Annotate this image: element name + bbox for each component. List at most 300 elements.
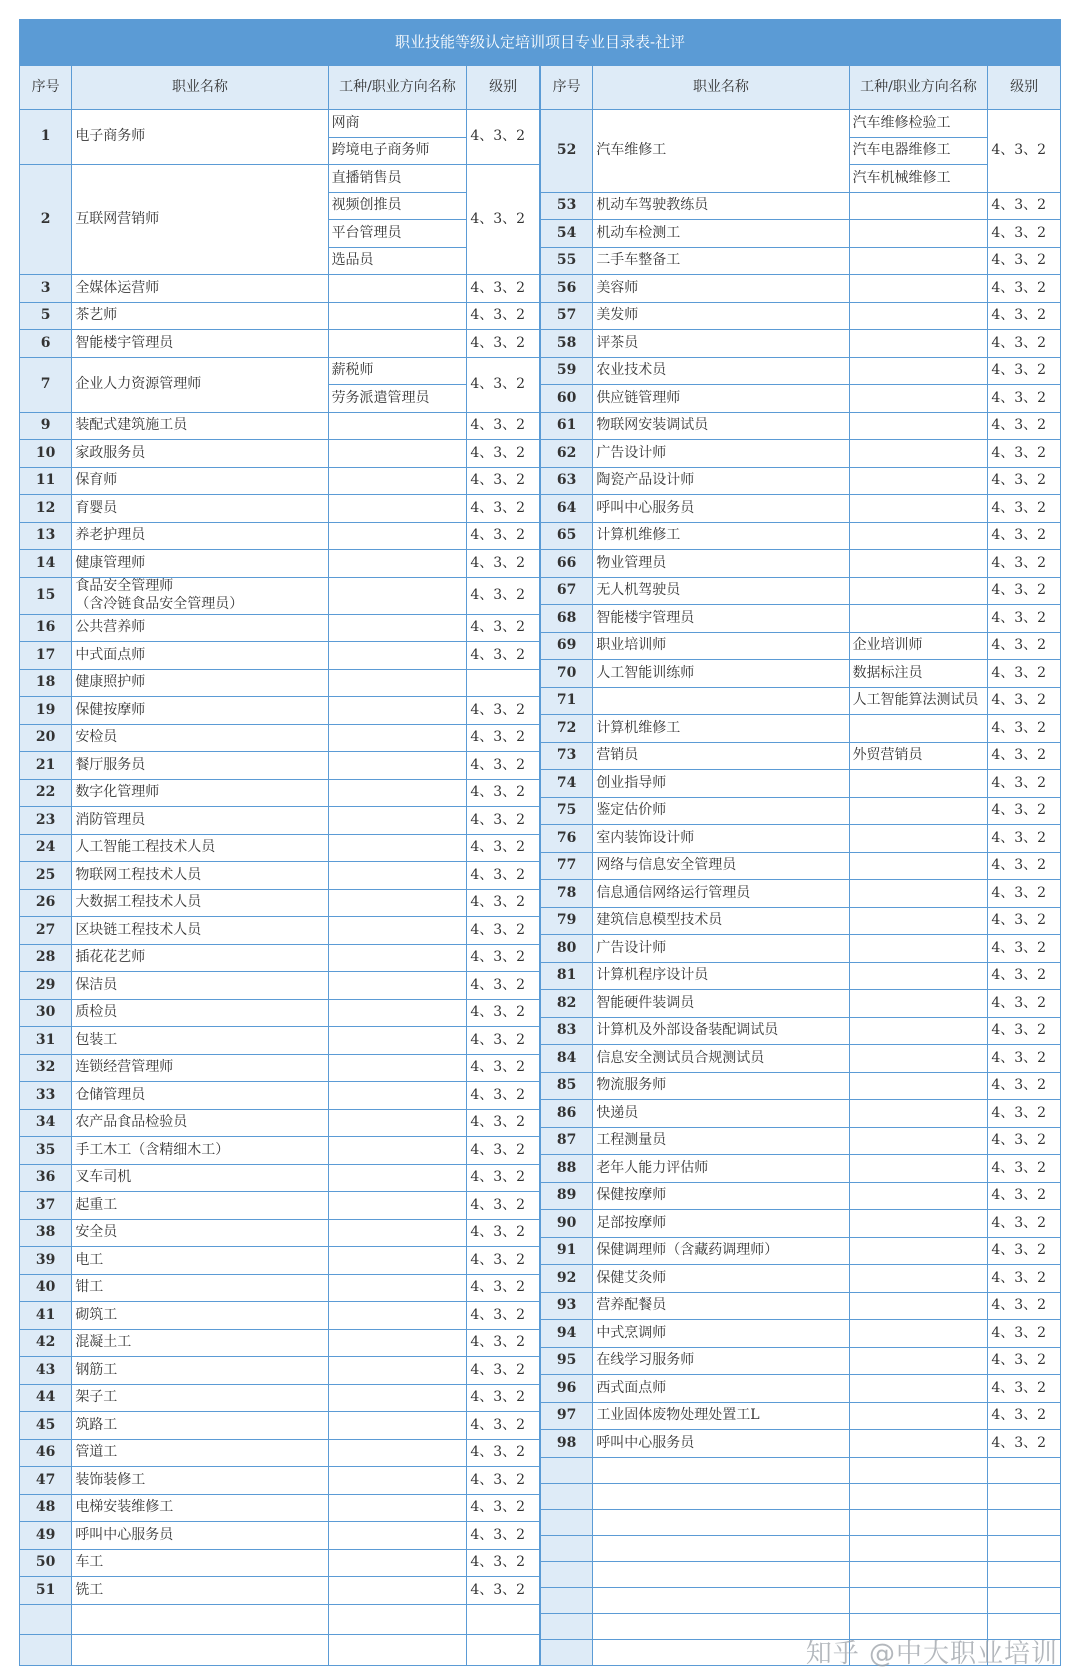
occupation-name: 在线学习服务师 xyxy=(593,1347,849,1375)
table-row xyxy=(541,1375,1061,1403)
table-row xyxy=(541,522,1061,550)
row-index: 70 xyxy=(541,660,593,688)
level: 4、3、2 xyxy=(988,742,1061,770)
table-row xyxy=(541,1017,1061,1045)
row-index: 57 xyxy=(541,302,593,330)
table-row xyxy=(20,972,540,1000)
occupation-name: 呼叫中心服务员 xyxy=(593,495,849,523)
level: 4、3、2 xyxy=(467,1274,540,1302)
table-row xyxy=(541,357,1061,385)
row-index: 15 xyxy=(20,577,72,614)
row-index xyxy=(20,1635,72,1666)
row-index: 23 xyxy=(20,807,72,835)
occupation-name: 室内装饰设计师 xyxy=(593,825,849,853)
table-row xyxy=(20,1577,540,1605)
work-type xyxy=(328,522,467,550)
row-index: 73 xyxy=(541,742,593,770)
table-row xyxy=(541,1292,1061,1320)
row-index xyxy=(541,1457,593,1483)
table-row xyxy=(20,1439,540,1467)
row-index: 85 xyxy=(541,1072,593,1100)
work-type xyxy=(849,1155,988,1183)
occupation-name: 装饰装修工 xyxy=(72,1467,328,1495)
level: 4、3、2 xyxy=(467,577,540,614)
header-index: 序号 xyxy=(20,66,72,110)
row-index: 30 xyxy=(20,999,72,1027)
occupation-name: 互联网营销师 xyxy=(72,165,328,275)
occupation-name: 计算机程序设计员 xyxy=(593,962,849,990)
level: 4、3、2 xyxy=(988,550,1061,578)
work-type xyxy=(849,192,988,220)
row-index: 44 xyxy=(20,1384,72,1412)
work-type xyxy=(328,917,467,945)
level: 4、3、2 xyxy=(988,907,1061,935)
work-type xyxy=(328,1494,467,1522)
level: 4、3、2 xyxy=(467,944,540,972)
occupation-name: 装配式建筑施工员 xyxy=(72,412,328,440)
row-index: 20 xyxy=(20,724,72,752)
occupation-name: 保育师 xyxy=(72,467,328,495)
row-index xyxy=(541,1535,593,1561)
row-index: 66 xyxy=(541,550,593,578)
row-index: 80 xyxy=(541,935,593,963)
work-type xyxy=(328,1522,467,1550)
work-type: 直播销售员 xyxy=(328,165,467,193)
table-row xyxy=(20,1549,540,1577)
work-type xyxy=(328,1302,467,1330)
occupation-name: 保健按摩师 xyxy=(593,1182,849,1210)
table-row xyxy=(541,495,1061,523)
level: 4、3、2 xyxy=(988,935,1061,963)
work-type xyxy=(328,614,467,642)
occupation-name: 物联网工程技术人员 xyxy=(72,862,328,890)
empty-row xyxy=(541,1509,1061,1535)
row-index: 88 xyxy=(541,1155,593,1183)
work-type xyxy=(328,1027,467,1055)
left-half-table xyxy=(19,65,540,1666)
occupation-name: 公共营养师 xyxy=(72,614,328,642)
level: 4、3、2 xyxy=(467,440,540,468)
work-type xyxy=(328,999,467,1027)
work-type xyxy=(328,669,467,697)
table-row xyxy=(20,999,540,1027)
table-row xyxy=(541,1072,1061,1100)
occupation-name: 计算机维修工 xyxy=(593,522,849,550)
row-index xyxy=(541,1587,593,1613)
occupation-name: 砌筑工 xyxy=(72,1302,328,1330)
occupation-name: 二手车整备工 xyxy=(593,247,849,275)
row-index: 19 xyxy=(20,697,72,725)
row-index: 31 xyxy=(20,1027,72,1055)
row-index: 38 xyxy=(20,1219,72,1247)
occupation-name xyxy=(593,687,849,715)
level: 4、3、2 xyxy=(988,1375,1061,1403)
row-index: 97 xyxy=(541,1402,593,1430)
work-type: 薪税师 xyxy=(328,357,467,385)
row-index: 59 xyxy=(541,357,593,385)
table-row xyxy=(541,302,1061,330)
row-index: 43 xyxy=(20,1357,72,1385)
work-type xyxy=(849,1320,988,1348)
occupation-name: 养老护理员 xyxy=(72,522,328,550)
work-type xyxy=(328,1467,467,1495)
empty-row xyxy=(541,1587,1061,1613)
row-index: 96 xyxy=(541,1375,593,1403)
occupation-name: 架子工 xyxy=(72,1384,328,1412)
level: 4、3、2 xyxy=(467,302,540,330)
right-half-table xyxy=(540,65,1061,1666)
level: 4、3、2 xyxy=(988,1320,1061,1348)
work-type: 外贸营销员 xyxy=(849,742,988,770)
work-type xyxy=(328,550,467,578)
header-level: 级别 xyxy=(988,66,1061,110)
table-row xyxy=(541,467,1061,495)
level: 4、3、2 xyxy=(467,1027,540,1055)
row-index: 90 xyxy=(541,1210,593,1238)
work-type xyxy=(328,1109,467,1137)
table-row xyxy=(20,834,540,862)
row-index: 64 xyxy=(541,495,593,523)
level: 4、3、2 xyxy=(467,1164,540,1192)
table-row xyxy=(541,220,1061,248)
row-index: 10 xyxy=(20,440,72,468)
table-row xyxy=(20,862,540,890)
occupation-name: 数字化管理师 xyxy=(72,779,328,807)
row-index: 55 xyxy=(541,247,593,275)
level: 4、3、2 xyxy=(988,1237,1061,1265)
row-index: 26 xyxy=(20,889,72,917)
table-row xyxy=(541,687,1061,715)
empty-cell xyxy=(849,1535,988,1561)
work-type xyxy=(849,357,988,385)
occupation-name: 广告设计师 xyxy=(593,935,849,963)
empty-cell xyxy=(988,1483,1061,1509)
work-type xyxy=(328,412,467,440)
level: 4、3、2 xyxy=(988,660,1061,688)
occupation-name: 工业固体废物处理处置工L xyxy=(593,1402,849,1430)
work-type: 选品员 xyxy=(328,247,467,275)
occupation-name: 农业技术员 xyxy=(593,357,849,385)
work-type xyxy=(849,1045,988,1073)
row-index: 41 xyxy=(20,1302,72,1330)
level: 4、3、2 xyxy=(988,577,1061,605)
row-index: 83 xyxy=(541,1017,593,1045)
work-type xyxy=(328,1137,467,1165)
table-row xyxy=(20,1384,540,1412)
table-row xyxy=(20,1247,540,1275)
work-type xyxy=(849,990,988,1018)
row-index: 74 xyxy=(541,770,593,798)
row-index: 47 xyxy=(20,1467,72,1495)
level: 4、3、2 xyxy=(988,605,1061,633)
row-index xyxy=(541,1639,593,1665)
work-type xyxy=(328,642,467,670)
level: 4、3、2 xyxy=(467,889,540,917)
table-row xyxy=(20,412,540,440)
occupation-name: 职业培训师 xyxy=(593,632,849,660)
table-row xyxy=(20,889,540,917)
table-row xyxy=(20,614,540,642)
work-type xyxy=(328,495,467,523)
level: 4、3、2 xyxy=(467,1384,540,1412)
occupation-name: 网络与信息安全管理员 xyxy=(593,852,849,880)
row-index: 45 xyxy=(20,1412,72,1440)
level: 4、3、2 xyxy=(467,834,540,862)
occupation-name: 营养配餐员 xyxy=(593,1292,849,1320)
occupation-name: 保健按摩师 xyxy=(72,697,328,725)
table-row xyxy=(20,1522,540,1550)
row-index: 39 xyxy=(20,1247,72,1275)
row-index: 95 xyxy=(541,1347,593,1375)
occupation-name: 区块链工程技术人员 xyxy=(72,917,328,945)
level: 4、3、2 xyxy=(988,275,1061,303)
occupation-name: 陶瓷产品设计师 xyxy=(593,467,849,495)
work-type xyxy=(328,1219,467,1247)
row-index: 2 xyxy=(20,165,72,275)
level: 4、3、2 xyxy=(467,999,540,1027)
level: 4、3、2 xyxy=(467,522,540,550)
occupation-name: 智能楼宇管理员 xyxy=(593,605,849,633)
table-row xyxy=(20,1494,540,1522)
table-row xyxy=(541,1347,1061,1375)
level: 4、3、2 xyxy=(988,357,1061,385)
empty-cell xyxy=(467,1635,540,1666)
level xyxy=(467,669,540,697)
row-index: 27 xyxy=(20,917,72,945)
work-type: 汽车维修检验工 xyxy=(849,110,988,138)
occupation-name: 电子商务师 xyxy=(72,110,328,165)
work-type xyxy=(328,330,467,358)
table-row xyxy=(541,275,1061,303)
occupation-name: 快递员 xyxy=(593,1100,849,1128)
level: 4、3、2 xyxy=(467,1522,540,1550)
row-index: 37 xyxy=(20,1192,72,1220)
table-row xyxy=(20,522,540,550)
empty-cell xyxy=(593,1483,849,1509)
table-row xyxy=(541,962,1061,990)
work-type xyxy=(849,880,988,908)
row-index: 32 xyxy=(20,1054,72,1082)
level: 4、3、2 xyxy=(467,807,540,835)
row-index: 94 xyxy=(541,1320,593,1348)
table-row xyxy=(20,110,540,138)
table-row xyxy=(20,917,540,945)
occupation-name: 计算机维修工 xyxy=(593,715,849,743)
level: 4、3、2 xyxy=(467,357,540,412)
row-index: 52 xyxy=(541,110,593,193)
occupation-name: 人工智能训练师 xyxy=(593,660,849,688)
occupation-name: 老年人能力评估师 xyxy=(593,1155,849,1183)
level: 4、3、2 xyxy=(988,495,1061,523)
work-type xyxy=(328,1247,467,1275)
table-row xyxy=(20,1219,540,1247)
occupation-name: 电梯安装维修工 xyxy=(72,1494,328,1522)
row-index: 11 xyxy=(20,467,72,495)
table-row xyxy=(20,1192,540,1220)
occupation-name: 质检员 xyxy=(72,999,328,1027)
row-index: 89 xyxy=(541,1182,593,1210)
level: 4、3、2 xyxy=(988,412,1061,440)
work-type xyxy=(849,1265,988,1293)
work-type: 数据标注员 xyxy=(849,660,988,688)
occupation-name: 连锁经营管理师 xyxy=(72,1054,328,1082)
work-type xyxy=(849,825,988,853)
empty-cell xyxy=(849,1483,988,1509)
occupation-name: 全媒体运营师 xyxy=(72,275,328,303)
row-index: 34 xyxy=(20,1109,72,1137)
occupation-name: 包装工 xyxy=(72,1027,328,1055)
work-type xyxy=(849,1100,988,1128)
header-type: 工种/职业方向名称 xyxy=(328,66,467,110)
level: 4、3、2 xyxy=(467,165,540,275)
row-index: 92 xyxy=(541,1265,593,1293)
level: 4、3、2 xyxy=(467,724,540,752)
occupation-name: 美发师 xyxy=(593,302,849,330)
level: 4、3、2 xyxy=(467,412,540,440)
row-index: 16 xyxy=(20,614,72,642)
table-row xyxy=(20,669,540,697)
level: 4、3、2 xyxy=(467,1439,540,1467)
work-type xyxy=(849,1375,988,1403)
level: 4、3、2 xyxy=(988,522,1061,550)
level: 4、3、2 xyxy=(467,110,540,165)
table-row xyxy=(541,1182,1061,1210)
level: 4、3、2 xyxy=(988,1347,1061,1375)
occupation-name: 机动车驾驶教练员 xyxy=(593,192,849,220)
table-row xyxy=(20,357,540,385)
level: 4、3、2 xyxy=(988,1155,1061,1183)
row-index: 79 xyxy=(541,907,593,935)
header-index: 序号 xyxy=(541,66,593,110)
table-row xyxy=(20,1302,540,1330)
work-type xyxy=(849,1430,988,1458)
work-type xyxy=(849,1017,988,1045)
empty-cell xyxy=(988,1535,1061,1561)
empty-cell xyxy=(593,1561,849,1587)
occupation-name: 育婴员 xyxy=(72,495,328,523)
level: 4、3、2 xyxy=(467,1137,540,1165)
level: 4、3、2 xyxy=(988,962,1061,990)
row-index: 63 xyxy=(541,467,593,495)
header-name: 职业名称 xyxy=(593,66,849,110)
table-row xyxy=(20,1329,540,1357)
work-type xyxy=(849,440,988,468)
row-index: 29 xyxy=(20,972,72,1000)
table-row xyxy=(541,412,1061,440)
row-index xyxy=(541,1561,593,1587)
level: 4、3、2 xyxy=(467,1577,540,1605)
empty-cell xyxy=(467,1604,540,1635)
row-index: 33 xyxy=(20,1082,72,1110)
work-type xyxy=(849,550,988,578)
work-type xyxy=(849,1210,988,1238)
work-type xyxy=(849,962,988,990)
level: 4、3、2 xyxy=(467,1357,540,1385)
occupation-name: 大数据工程技术人员 xyxy=(72,889,328,917)
row-index: 48 xyxy=(20,1494,72,1522)
occupation-name: 无人机驾驶员 xyxy=(593,577,849,605)
work-type: 汽车机械维修工 xyxy=(849,165,988,193)
row-index: 91 xyxy=(541,1237,593,1265)
row-index: 25 xyxy=(20,862,72,890)
row-index: 3 xyxy=(20,275,72,303)
table-row xyxy=(20,724,540,752)
work-type xyxy=(328,697,467,725)
work-type xyxy=(849,797,988,825)
table-row xyxy=(541,742,1061,770)
occupation-name: 广告设计师 xyxy=(593,440,849,468)
header-name: 职业名称 xyxy=(72,66,328,110)
table-row xyxy=(541,852,1061,880)
occupation-name: 呼叫中心服务员 xyxy=(72,1522,328,1550)
level: 4、3、2 xyxy=(988,715,1061,743)
row-index: 65 xyxy=(541,522,593,550)
empty-cell xyxy=(988,1457,1061,1483)
level: 4、3、2 xyxy=(467,1054,540,1082)
level: 4、3、2 xyxy=(467,862,540,890)
work-type xyxy=(849,907,988,935)
level: 4、3、2 xyxy=(988,385,1061,413)
row-index: 46 xyxy=(20,1439,72,1467)
level: 4、3、2 xyxy=(467,1219,540,1247)
row-index: 28 xyxy=(20,944,72,972)
work-type: 劳务派遣管理员 xyxy=(328,385,467,413)
row-index: 12 xyxy=(20,495,72,523)
row-index: 22 xyxy=(20,779,72,807)
table-row xyxy=(20,1137,540,1165)
work-type xyxy=(849,1182,988,1210)
occupation-name: 健康管理师 xyxy=(72,550,328,578)
table-row xyxy=(20,1274,540,1302)
table-row xyxy=(541,192,1061,220)
table-row xyxy=(541,577,1061,605)
occupation-name: 仓储管理员 xyxy=(72,1082,328,1110)
level: 4、3、2 xyxy=(988,1265,1061,1293)
occupation-name: 消防管理员 xyxy=(72,807,328,835)
occupation-name: 信息通信网络运行管理员 xyxy=(593,880,849,908)
work-type xyxy=(328,1577,467,1605)
row-index: 76 xyxy=(541,825,593,853)
row-index: 67 xyxy=(541,577,593,605)
work-type xyxy=(849,495,988,523)
level: 4、3、2 xyxy=(467,1549,540,1577)
table-row xyxy=(541,1155,1061,1183)
table-row xyxy=(541,1127,1061,1155)
table-row xyxy=(541,1045,1061,1073)
occupation-name: 鉴定估价师 xyxy=(593,797,849,825)
level: 4、3、2 xyxy=(988,1402,1061,1430)
table-row xyxy=(541,907,1061,935)
empty-cell xyxy=(593,1535,849,1561)
work-type xyxy=(328,302,467,330)
row-index: 77 xyxy=(541,852,593,880)
occupation-name: 保健调理师（含藏药调理师） xyxy=(593,1237,849,1265)
row-index: 98 xyxy=(541,1430,593,1458)
empty-cell xyxy=(849,1509,988,1535)
row-index: 69 xyxy=(541,632,593,660)
table-row xyxy=(20,330,540,358)
work-type xyxy=(849,385,988,413)
occupation-name: 物业管理员 xyxy=(593,550,849,578)
row-index xyxy=(541,1613,593,1639)
work-type xyxy=(328,1274,467,1302)
occupation-name: 管道工 xyxy=(72,1439,328,1467)
row-index: 82 xyxy=(541,990,593,1018)
empty-row xyxy=(541,1535,1061,1561)
row-index: 13 xyxy=(20,522,72,550)
level: 4、3、2 xyxy=(467,642,540,670)
table-row xyxy=(541,110,1061,138)
